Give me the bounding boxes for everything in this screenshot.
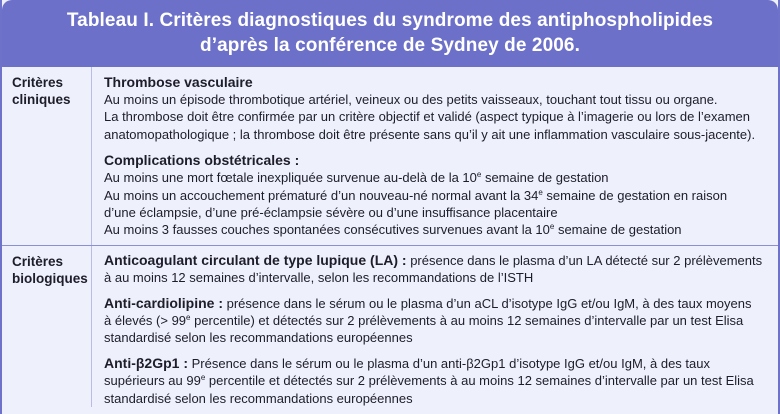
thrombosis-text: Au moins un épisode thrombotique artériel, veineux ou des petits vaisseaux, touchant tout tissu ou organe. [104,92,718,107]
anticardiolipin-criterion: Anti-cardiolipine : présence dans le sérum ou le plasma d’un aCL d’isotype IgG et/ou IgM, à des taux moyens [104,294,752,311]
biological-criteria-content [92,246,778,407]
biological-criteria-row [2,245,778,407]
biological-category-label [2,246,92,407]
clinical-criteria-content [92,67,778,245]
anticardiolipin-criterion: à élevés (> $99^e$ percentile) et détectés sur 2 prélèvements à au moins 12 semaines d’intervalle par un test Elisa [104,313,744,329]
thrombosis-text: anatomopathologique ; la thrombose doit être présente sans qu’il y ait une inflammation vasculaire sous-jacente). [104,126,756,142]
table-title-line-2: d’après la conférence de Sydney de 2006. [200,35,580,56]
clinical-criteria-row [2,67,778,245]
anti-b2gp1-criterion: supérieurs au 99e percentile et détectés sur 2 prélèvements à au moins 12 semaines d’intervalle par un test Elisa [104,373,754,389]
obstetric-criterion: d’une éclampsie, d’une pré-éclampsie sévère ou d’une insuffisance placentaire [104,205,558,221]
lupus-anticoagulant-criterion: Anticoagulant circulant de type lupique (LA) : présence dans le plasma d’un LA détecté sur 2 prélèvements [104,251,763,268]
table-header [2,0,778,67]
obstetric-criterion: Au moins un accouchement prématuré d’un nouveau-né normal avant la 34e semaine de gestation en raison [104,187,728,203]
table-title-line-1: Tableau I. Critères diagnostiques du syndrome des antiphospholipides [66,10,714,31]
category-word: Critères [12,253,64,269]
anti-b2gp1-criterion: standardisé selon les recommandations européennes [104,390,413,406]
clinical-category-label [2,67,92,245]
anticardiolipin-criterion: standardisé selon les recommandations européennes [104,330,413,346]
thrombosis-text: La thrombose doit être confirmée par un critère objectif et validé (aspect typique à l’imagerie ou lors de l’examen [104,109,751,125]
obstetric-heading: Complications obstétricales : [104,152,300,169]
category-word: cliniques [12,92,71,107]
anti-b2gp1-criterion: Anti-β2Gp1 : Présence dans le sérum ou le plasma d’un anti-β2Gp1 d’isotype IgG et/ou IgM, à des taux [104,354,710,371]
thrombosis-heading: Thrombose vasculaire [104,74,253,90]
lupus-anticoagulant-criterion: à au moins 12 semaines d’intervalle, selon les recommandations de l’ISTH [104,270,534,286]
obstetric-criterion: Au moins une mort fœtale inexpliquée survenue au-delà de la 10e semaine de gestation [104,170,609,186]
category-word: Critères [12,75,64,90]
category-word: biologiques [12,270,88,286]
obstetric-criterion: Au moins 3 fausses couches spontanées consécutives survenues avant la 10e semaine de gestation [104,222,682,238]
